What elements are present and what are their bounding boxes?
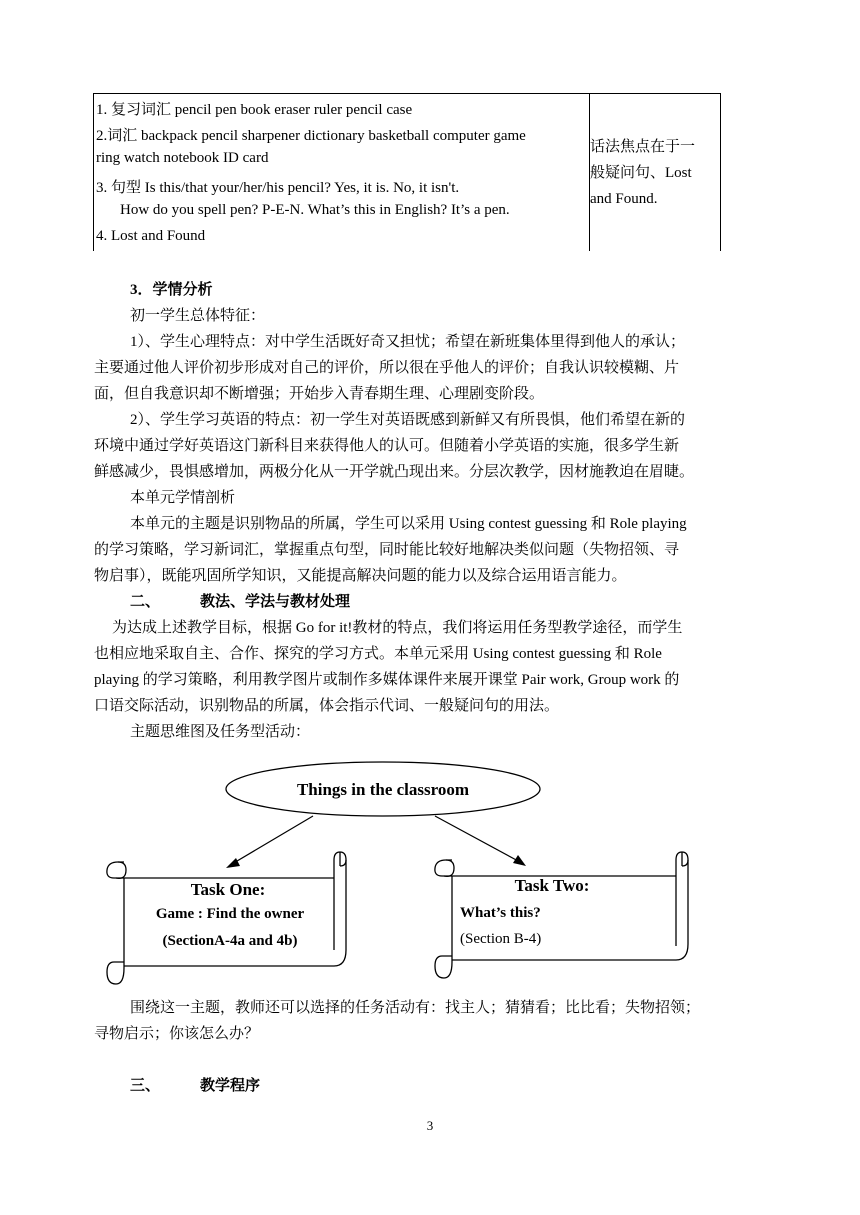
task-two-line2: (Section B-4) bbox=[460, 931, 542, 947]
section-number: 三、 bbox=[130, 1078, 161, 1094]
arrow-left bbox=[232, 816, 313, 864]
paragraph-line: 也相应地采取自主、合作、探究的学习方式。本单元采用 Using contest guessing 和 Role bbox=[94, 646, 662, 662]
table-line: 3. 句型 Is this/that your/her/his pencil? Yes, it is. No, it isn't. bbox=[96, 180, 460, 196]
paragraph-line: 寻物启示；你该怎么办？ bbox=[94, 1026, 260, 1042]
arrowhead-left bbox=[226, 858, 240, 868]
subheading: 初一学生总体特征： bbox=[130, 308, 266, 324]
paragraph-line: 主要通过他人评价初步形成对自己的评价，所以很在乎他人的评价；自我认识较模糊、片 bbox=[94, 360, 680, 376]
arrowhead-right bbox=[513, 855, 526, 866]
paragraph-line: 面，但自我意识却不断增强；开始步入青春期生理、心理剧变阶段。 bbox=[94, 386, 545, 402]
paragraph-line: 鲜感减少，畏惧感增加，两极分化从一开学就凸现出来。分层次教学，因材施教迫在眉睫。 bbox=[94, 464, 695, 480]
table-cell-focus bbox=[590, 134, 720, 212]
task-one-line2: (SectionA-4a and 4b) bbox=[162, 933, 298, 949]
focus-line: and Found. bbox=[590, 191, 658, 207]
section-number: 二、 bbox=[130, 594, 161, 610]
subheading: 本单元学情剖析 bbox=[130, 490, 236, 506]
table-line: ring watch notebook ID card bbox=[96, 150, 269, 166]
paragraph-line: 口语交际活动，识别物品的所属，体会指示代词、一般疑问句的用法。 bbox=[94, 698, 560, 714]
task-two-line1: What’s this? bbox=[460, 905, 541, 921]
table-line: 1. 复习词汇 pencil pen book eraser ruler pencil case bbox=[96, 102, 413, 118]
section-title: 教法、学法与教材处理 bbox=[200, 594, 351, 610]
paragraph-line: 环境中通过学好英语这门新科目来获得他人的认可。但随着小学英语的实施，很多学生新 bbox=[94, 438, 680, 454]
task-one-scroll bbox=[107, 852, 346, 984]
paragraph-line: playing 的学习策略，利用教学图片或制作多媒体课件来展开课堂 Pair work, Group work 的 bbox=[94, 672, 680, 688]
focus-line: 般疑问句、Lost bbox=[590, 165, 692, 181]
table-cell-content bbox=[94, 94, 590, 251]
paragraph-line: 物启事），既能巩固所学知识，又能提高解决问题的能力以及综合运用语言能力。 bbox=[94, 568, 627, 584]
table-line: How do you spell pen? P-E-N. What’s this in English? It’s a pen. bbox=[120, 202, 510, 218]
table-line: 2.词汇 backpack pencil sharpener dictionary basketball computer game bbox=[96, 128, 526, 144]
table-line: 4. Lost and Found bbox=[96, 228, 206, 244]
content-table bbox=[93, 93, 721, 251]
paragraph-line: 的学习策略，学习新词汇，掌握重点句型，同时能比较好地解决类似问题（失物招领、寻 bbox=[94, 542, 680, 558]
task-two-title: Task Two: bbox=[514, 876, 590, 895]
page-number: 3 bbox=[426, 1118, 434, 1133]
arrow-right bbox=[435, 816, 520, 862]
paragraph-line: 本单元的主题是识别物品的所属，学生可以采用 Using contest guessing 和 Role playing bbox=[130, 516, 687, 532]
paragraph-line: 为达成上述教学目标，根据 Go for it!教材的特点，我们将运用任务型教学途径，而学生 bbox=[112, 620, 683, 636]
focus-line: 话法焦点在于一 bbox=[590, 139, 696, 155]
mind-map-diagram bbox=[0, 740, 860, 1000]
paragraph-line: 1）、学生心理特点：对中学生活既好奇又担忧；希望在新班集体里得到他人的承认； bbox=[130, 334, 686, 350]
section-title: 教学程序 bbox=[200, 1078, 261, 1094]
paragraph-line: 围绕这一主题，教师还可以选择的任务活动有：找主人；猜猜看；比比看；失物招领； bbox=[130, 1000, 701, 1016]
task-one-title: Task One: bbox=[190, 880, 266, 899]
paragraph-line: 2）、学生学习英语的特点：初一学生对英语既感到新鲜又有所畏惧，他们希望在新的 bbox=[130, 412, 686, 428]
section-heading: 3．学情分析 bbox=[130, 282, 213, 298]
paragraph-line: 主题思维图及任务型活动： bbox=[130, 724, 311, 740]
task-one-line1: Game : Find the owner bbox=[155, 906, 305, 922]
task-two-scroll bbox=[435, 852, 688, 978]
center-label: Things in the classroom bbox=[296, 780, 470, 799]
